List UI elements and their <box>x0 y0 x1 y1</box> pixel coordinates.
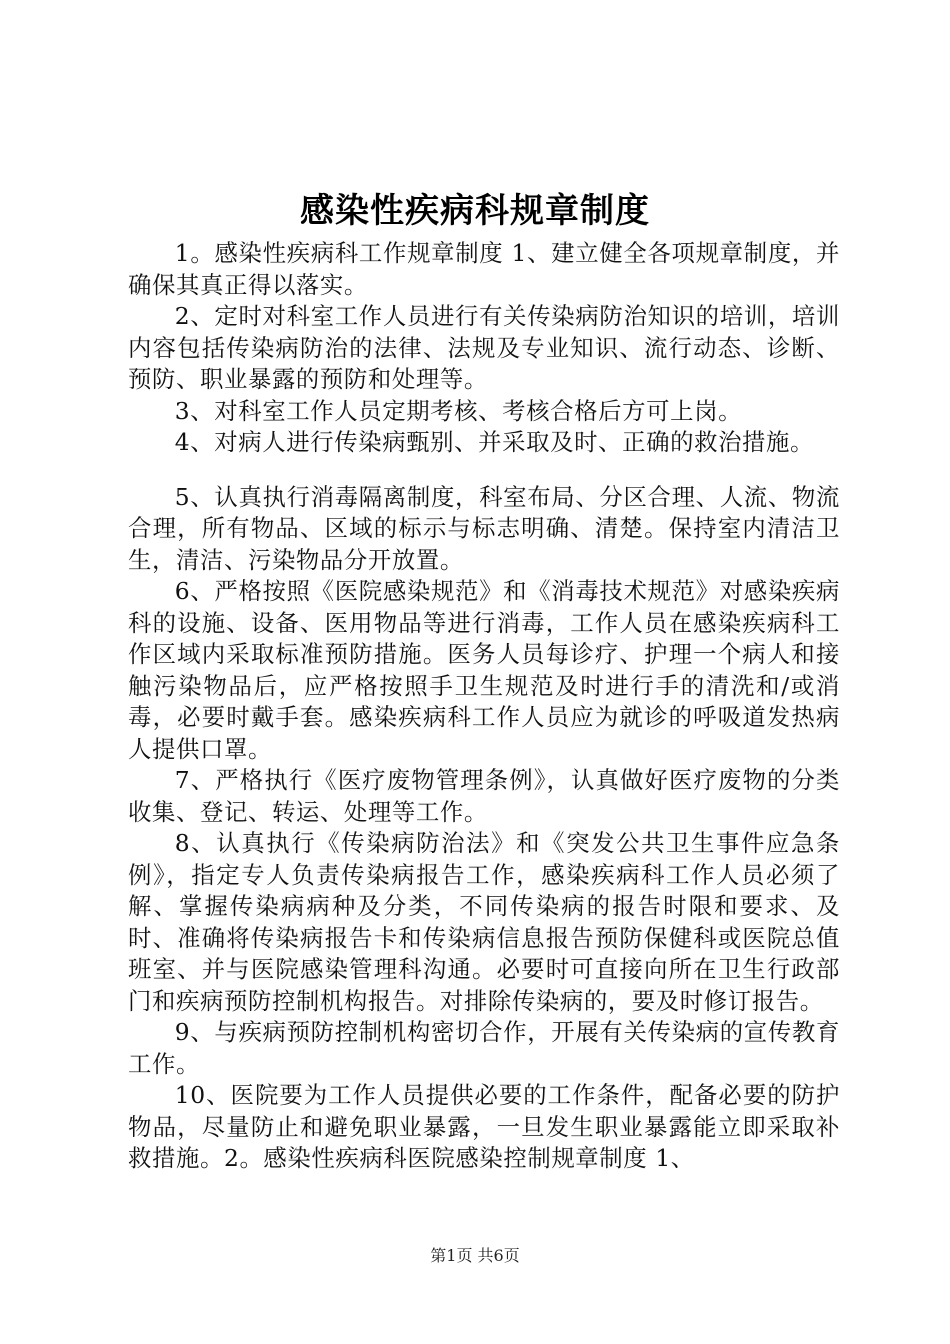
page-number-footer: 第1页 共6页 <box>430 1246 520 1265</box>
paragraph-8: 8、认真执行《传染病防治法》和《突发公共卫生事件应急条例》，指定专人负责传染病报告工作，感染疾病科工作人员必须了解、掌握传染病病种及分类，不同传染病的报告时限和要求、及时、准确将传染病报告卡和传染病信息报告预防保健科或医院总值班室、并与医院感染管理科沟通。必要时可直接向所在卫生行政部门和疾病预防控制机构报告。对排除传染病的，要及时修订报告。 <box>128 829 840 1015</box>
paragraph-7: 7、严格执行《医疗废物管理条例》，认真做好医疗废物的分类收集、登记、转运、处理等工作。 <box>128 766 840 826</box>
document-body <box>128 238 840 1175</box>
paragraph-1: 1。感染性疾病科工作规章制度 1、建立健全各项规章制度，并确保其真正得以落实。 <box>128 239 840 299</box>
document-title: 感染性疾病科规章制度 <box>300 191 650 231</box>
paragraph-5: 5、认真执行消毒隔离制度，科室布局、分区合理、人流、物流合理，所有物品、区域的标示与标志明确、清楚。保持室内清洁卫生，清洁、污染物品分开放置。 <box>128 482 840 574</box>
paragraph-6: 6、严格按照《医院感染规范》和《消毒技术规范》对感染疾病科的设施、设备、医用物品等进行消毒，工作人员在感染疾病科工作区域内采取标准预防措施。医务人员每诊疗、护理一个病人和接触污染物品后，应严格按照手卫生规范及时进行手的清洗和/或消毒，必要时戴手套。感染疾病科工作人员应为就诊的呼吸道发热病人提供口罩。 <box>128 577 840 763</box>
paragraph-9: 9、与疾病预防控制机构密切合作，开展有关传染病的宣传教育工作。 <box>128 1018 840 1078</box>
paragraph-10: 10、医院要为工作人员提供必要的工作条件，配备必要的防护物品，尽量防止和避免职业暴露，一旦发生职业暴露能立即采取补救措施。2。感染性疾病科医院感染控制规章制度 1、 <box>128 1081 840 1172</box>
paragraph-2: 2、定时对科室工作人员进行有关传染病防治知识的培训，培训内容包括传染病防治的法律、法规及专业知识、流行动态、诊断、预防、职业暴露的预防和处理等。 <box>128 302 840 393</box>
paragraph-4: 4、对病人进行传染病甄别、并采取及时、正确的救治措施。 <box>174 428 815 456</box>
paragraph-3: 3、对科室工作人员定期考核、考核合格后方可上岗。 <box>174 396 743 425</box>
